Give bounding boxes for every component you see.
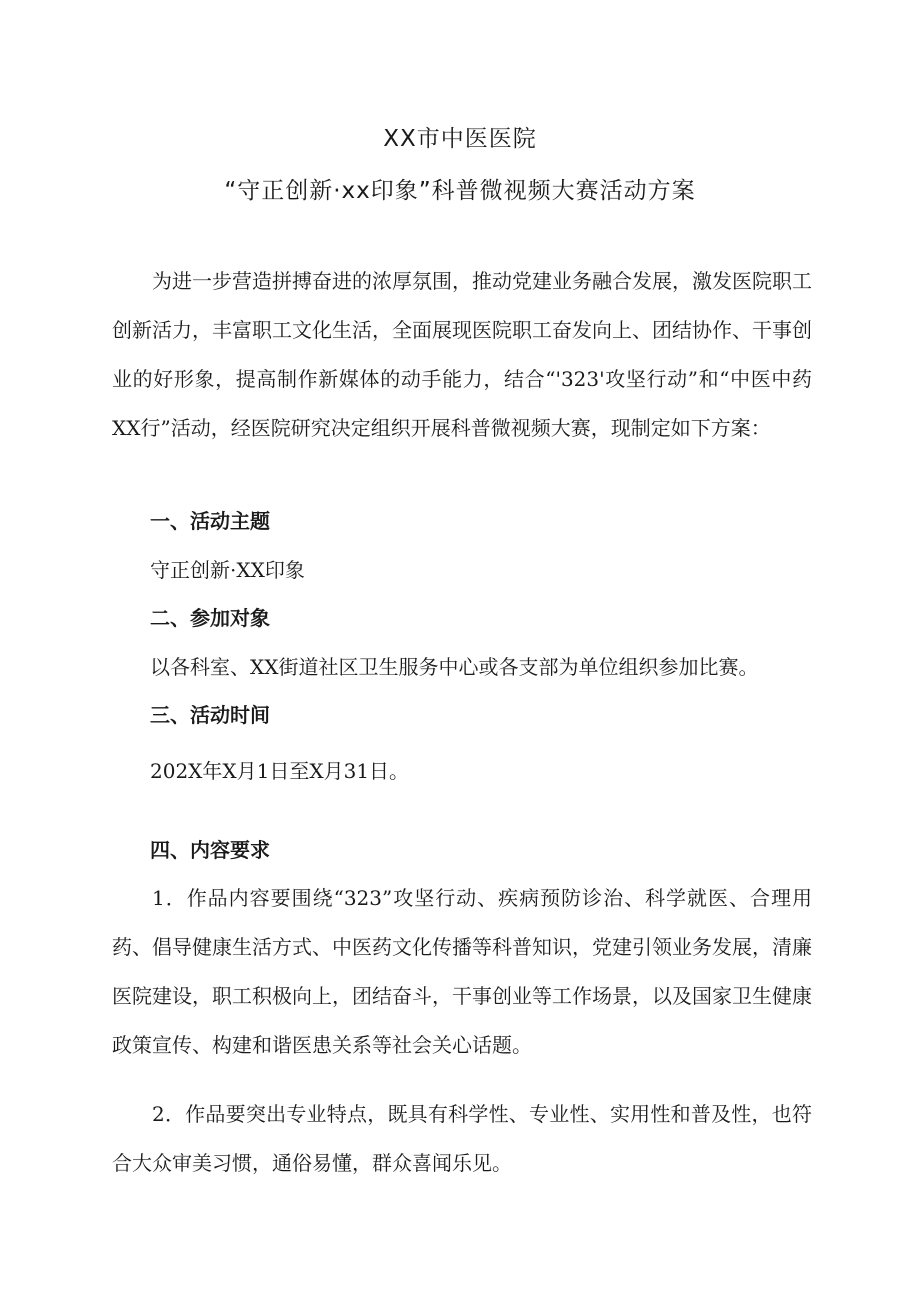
document-title-hospital: XX市中医医院 bbox=[383, 126, 537, 152]
section-heading-time: 三、活动时间 bbox=[150, 703, 270, 727]
section-content-participants: 以各科室、XX街道社区卫生服务中心或各支部为单位组织参加比赛。 bbox=[150, 655, 759, 679]
requirement-item-1: 1．作品内容要围绕“323”攻坚行动、疾病预防诊治、科学就医、合理用药、倡导健康生活方式、中医药文化传播等科普知识，党建引领业务发展，清廉医院建设，职工积极向上，团结奋斗，干事创业等工作场景，以及国家卫生健康政策宣传、构建和谐医患关系等社会关心话题。 bbox=[112, 886, 812, 1057]
section-heading-requirements: 四、内容要求 bbox=[150, 838, 270, 862]
section-heading-theme: 一、活动主题 bbox=[150, 509, 270, 533]
document-title-event: “守正创新·xx印象”科普微视频大赛活动方案 bbox=[224, 178, 696, 204]
section-content-time: 202X年X月1日至X月31日。 bbox=[150, 759, 410, 783]
section-heading-participants: 二、参加对象 bbox=[150, 606, 270, 630]
intro-paragraph: 为进一步营造拼搏奋进的浓厚氛围，推动党建业务融合发展，激发医院职工创新活力，丰富职工文化生活，全面展现医院职工奋发向上、团结协作、干事创业的好形象，提高制作新媒体的动手能力，结合“'323'攻坚行动”和“中医中药XX行”活动，经医院研究决定组织开展科普微视频大赛，现制定如下方案： bbox=[112, 269, 812, 440]
requirement-item-2: 2．作品要突出专业特点，既具有科学性、专业性、实用性和普及性，也符合大众审美习惯，通俗易懂，群众喜闻乐见。 bbox=[112, 1102, 812, 1175]
section-content-theme: 守正创新·XX印象 bbox=[150, 558, 305, 582]
